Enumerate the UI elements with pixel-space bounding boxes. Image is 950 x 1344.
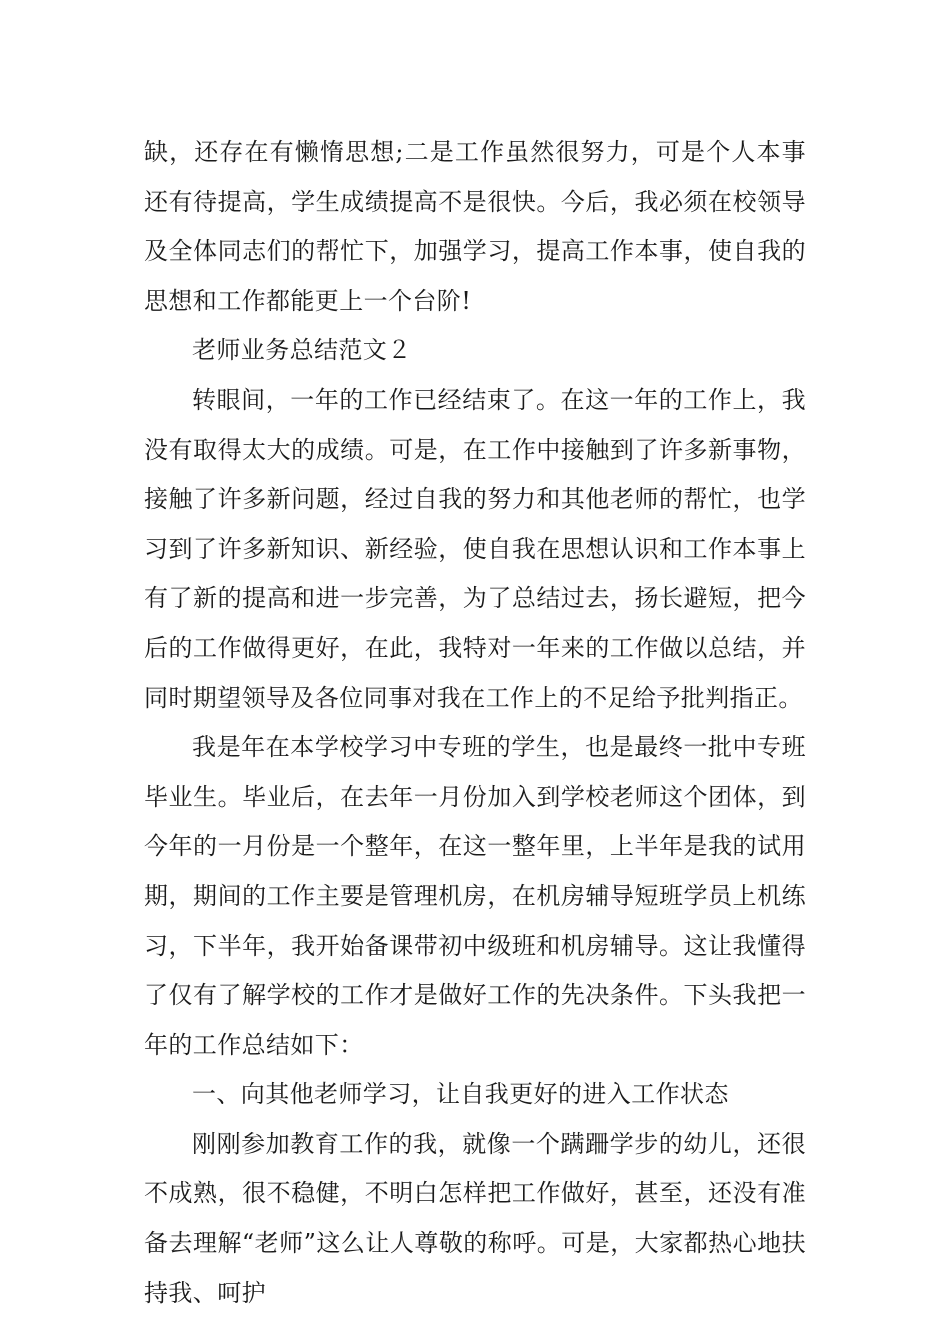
- paragraph-background: 我是年在本学校学习中专班的学生，也是最终一批中专班毕业生。毕业后，在去年一月份加入到学校老师这个团体，到今年的一月份是一个整年，在这一整年里，上半年是我的试用期，期间的工作主要是管理机房，在机房辅导短班学员上机练习，下半年，我开始备课带初中级班和机房辅导。这让我懂得了仅有了解学校的工作才是做好工作的先决条件。下头我把一年的工作总结如下：: [144, 733, 806, 1059]
- subsection-heading-1: 一、向其他老师学习，让自我更好的进入工作状态: [192, 1080, 729, 1109]
- document-body: [144, 128, 806, 1318]
- paragraph-learning: 刚刚参加教育工作的我，就像一个蹒跚学步的幼儿，还很不成熟，很不稳健，不明白怎样把工作做好，甚至，还没有准备去理解“老师”这么让人尊敬的称呼。可是，大家都热心地扶持我、呵护: [144, 1129, 806, 1307]
- paragraph-intro: 转眼间，一年的工作已经结束了。在这一年的工作上，我没有取得太大的成绩。可是，在工作中接触到了许多新事物，接触了许多新问题，经过自我的努力和其他老师的帮忙，也学习到了许多新知识、新经验，使自我在思想认识和工作本事上有了新的提高和进一步完善，为了总结过去，扬长避短，把今后的工作做得更好，在此，我特对一年来的工作做以总结，并同时期望领导及各位同事对我在工作上的不足给予批判指正。: [144, 385, 806, 712]
- paragraph-continued: 缺，还存在有懒惰思想;二是工作虽然很努力，可是个人本事还有待提高，学生成绩提高不是很快。今后，我必须在校领导及全体同志们的帮忙下，加强学习，提高工作本事，使自我的思想和工作都能更上一个台阶!: [144, 138, 806, 315]
- section-heading-fanwen-2: 老师业务总结范文２: [192, 336, 412, 365]
